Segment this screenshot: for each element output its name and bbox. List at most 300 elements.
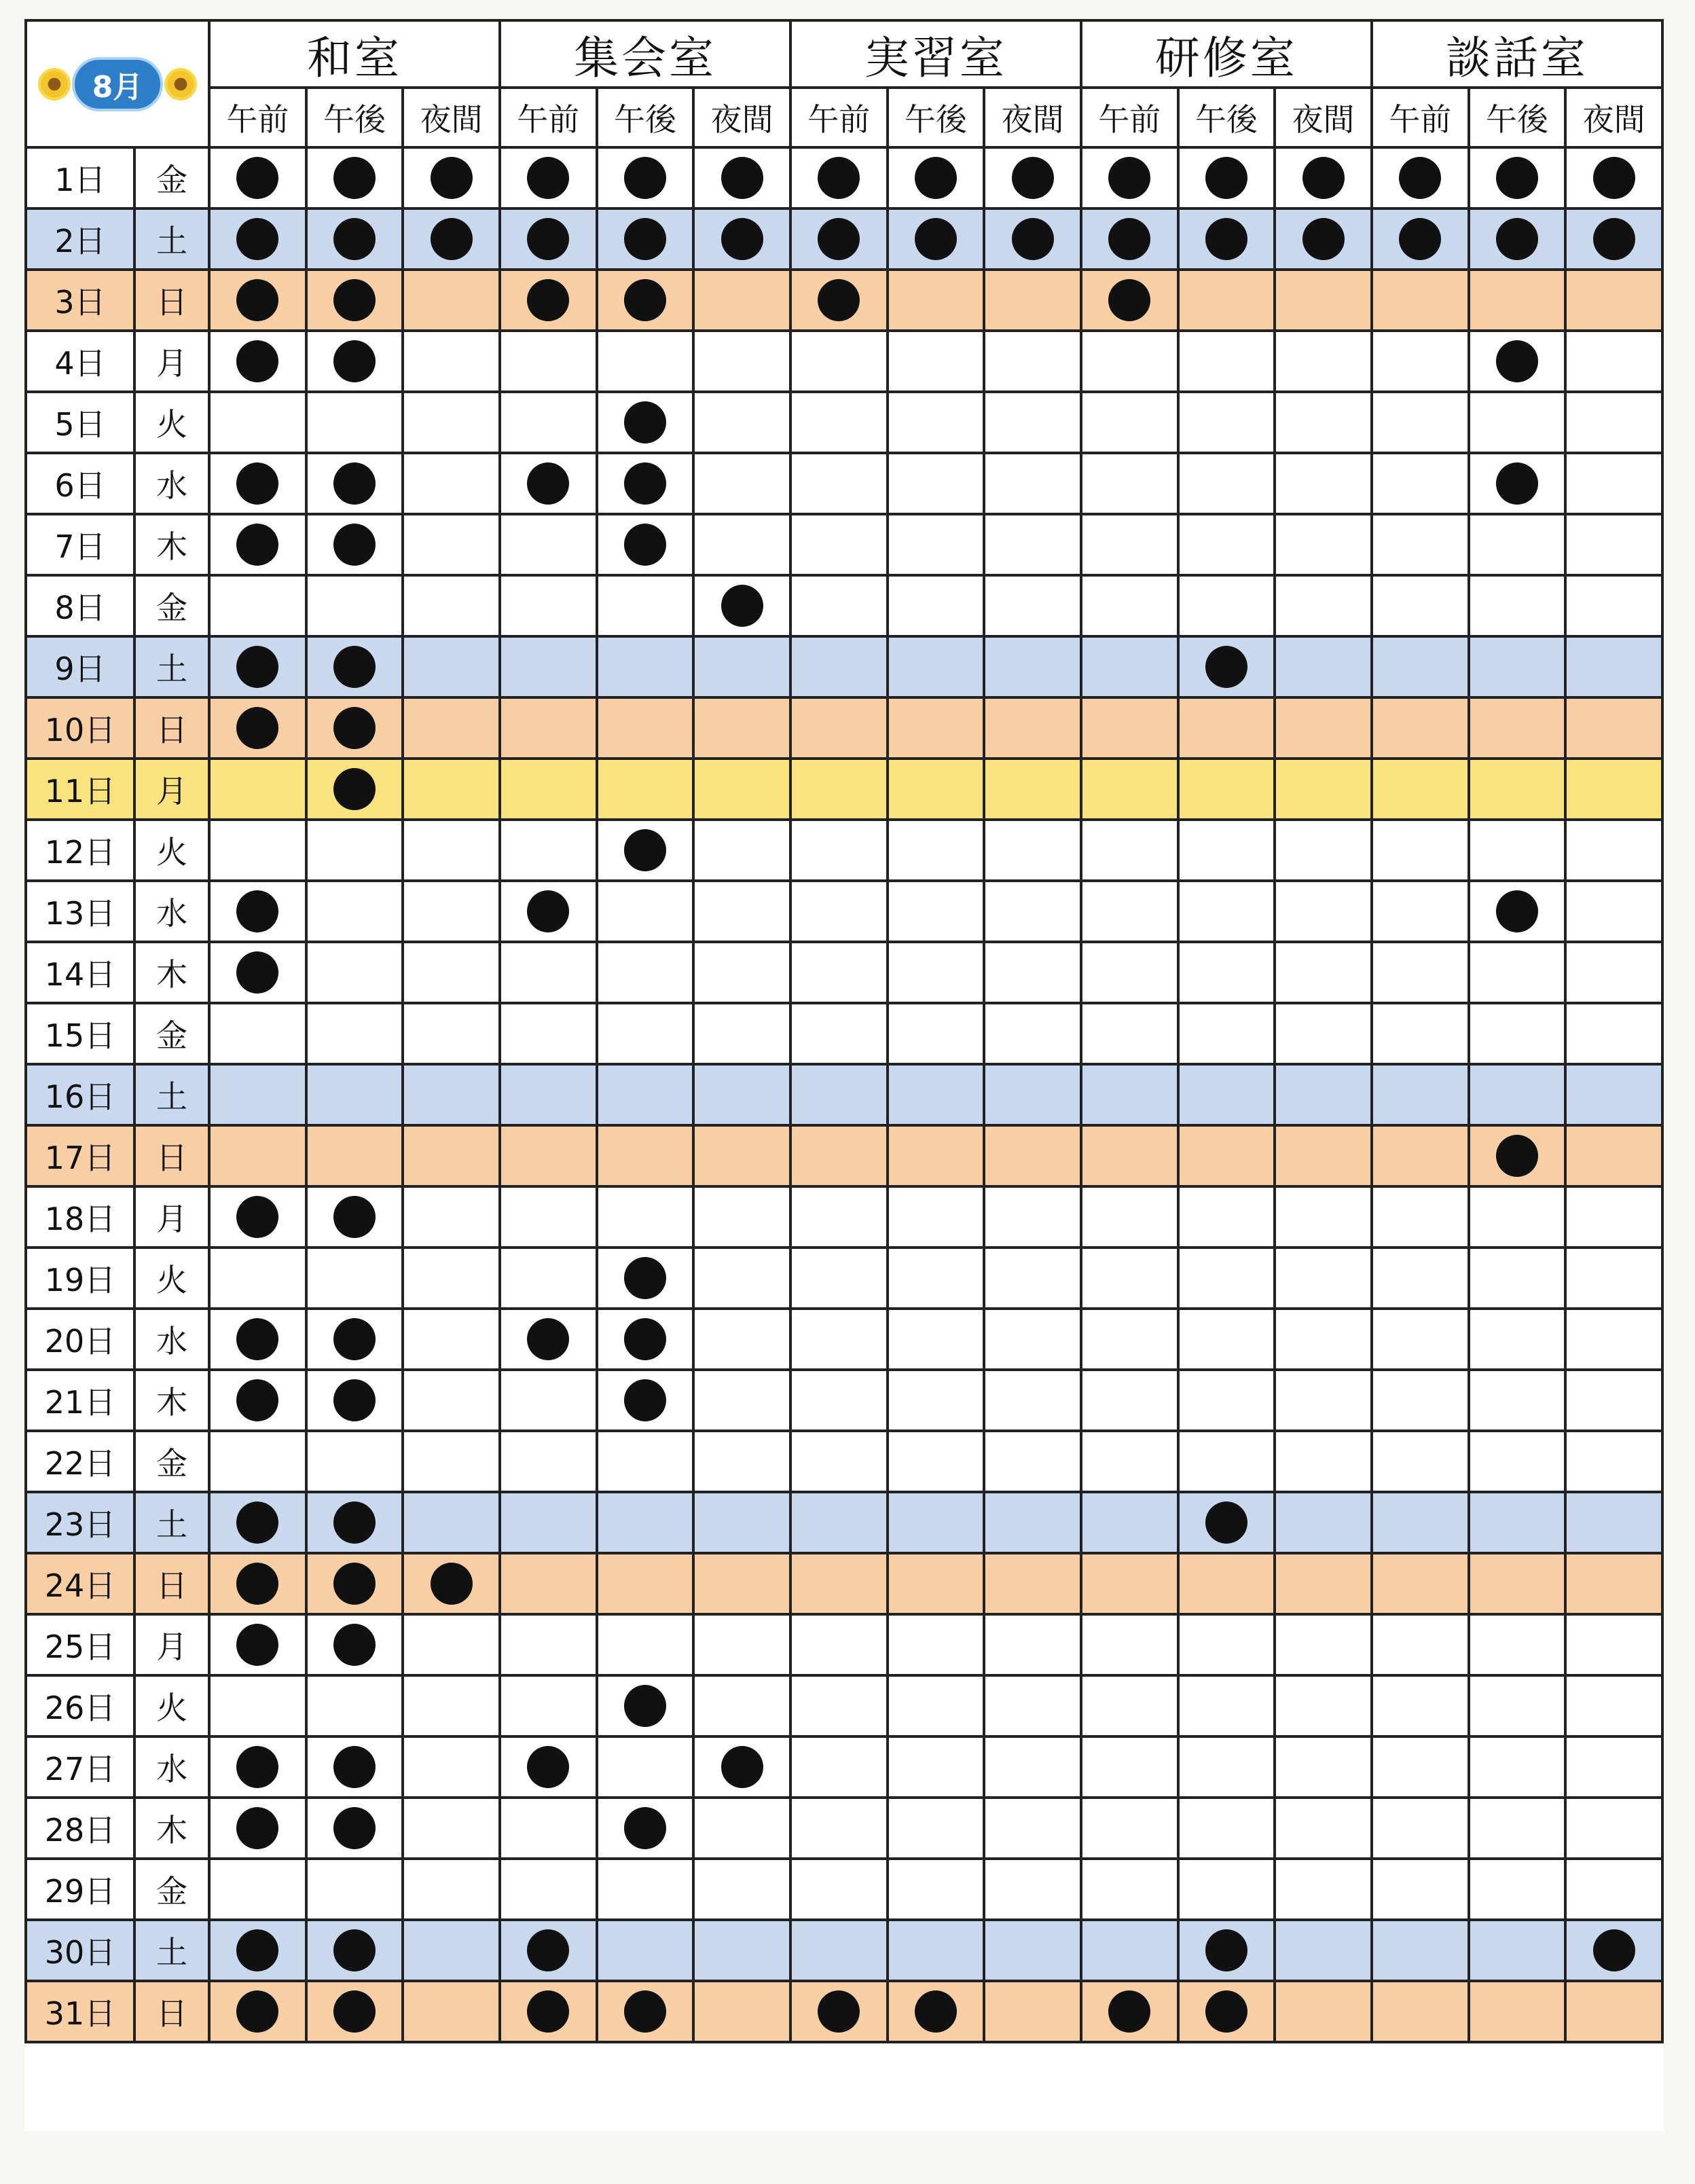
slot-cell: [209, 453, 306, 514]
slot-cell: [1565, 881, 1662, 942]
slot-cell: [1178, 1614, 1275, 1675]
slot-cell: [984, 759, 1081, 820]
slot-cell: [500, 881, 597, 942]
slot-cell: [693, 1064, 790, 1125]
slot-cell: [790, 1003, 888, 1064]
booked-dot-icon: [527, 1990, 569, 2033]
slot-cell: [597, 820, 694, 881]
slot-cell: [1275, 1614, 1372, 1675]
slot-cell: [1178, 514, 1275, 575]
slot-cell: [1275, 147, 1372, 208]
slot-header: 夜間: [1275, 88, 1372, 147]
slot-cell: [1469, 514, 1566, 575]
booked-dot-icon: [1205, 157, 1247, 199]
booked-dot-icon: [1399, 157, 1441, 199]
slot-cell: [1178, 331, 1275, 392]
slot-cell: [597, 331, 694, 392]
slot-cell: [693, 575, 790, 636]
slot-cell: [403, 1309, 500, 1370]
booked-dot-icon: [527, 1318, 569, 1360]
slot-cell: [1081, 1003, 1178, 1064]
day-of-week: 土: [134, 1920, 209, 1981]
booked-dot-icon: [333, 1196, 376, 1238]
slot-cell: [1372, 1370, 1469, 1431]
slot-cell: [888, 1553, 985, 1614]
slot-cell: [597, 1675, 694, 1736]
slot-cell: [306, 147, 403, 208]
booked-dot-icon: [333, 1990, 376, 2033]
day-of-week: 土: [134, 1064, 209, 1125]
slot-cell: [984, 453, 1081, 514]
booked-dot-icon: [333, 707, 376, 749]
booked-dot-icon: [1108, 157, 1150, 199]
slot-cell: [1178, 1736, 1275, 1798]
slot-cell: [1372, 759, 1469, 820]
slot-cell: [1469, 1553, 1566, 1614]
slot-cell: [1081, 1309, 1178, 1370]
slot-cell: [306, 1125, 403, 1186]
slot-cell: [1275, 331, 1372, 392]
slot-cell: [984, 1370, 1081, 1431]
slot-cell: [790, 820, 888, 881]
slot-cell: [1178, 1248, 1275, 1309]
day-of-week: 火: [134, 1675, 209, 1736]
slot-cell: [1081, 575, 1178, 636]
slot-cell: [306, 1736, 403, 1798]
slot-cell: [500, 1370, 597, 1431]
day-of-week: 日: [134, 1553, 209, 1614]
slot-cell: [500, 1492, 597, 1553]
slot-cell: [306, 1370, 403, 1431]
slot-cell: [306, 1003, 403, 1064]
slot-cell: [403, 1186, 500, 1248]
slot-cell: [306, 1186, 403, 1248]
booked-dot-icon: [818, 1990, 860, 2033]
slot-cell: [1372, 1492, 1469, 1553]
slot-header: 午前: [1372, 88, 1469, 147]
slot-cell: [1081, 636, 1178, 697]
slot-cell: [790, 942, 888, 1003]
booked-dot-icon: [1205, 646, 1247, 688]
booked-dot-icon: [333, 1807, 376, 1849]
slot-cell: [209, 1309, 306, 1370]
slot-cell: [888, 1675, 985, 1736]
slot-cell: [888, 208, 985, 270]
slot-cell: [1372, 1309, 1469, 1370]
slot-cell: [597, 881, 694, 942]
slot-cell: [790, 1064, 888, 1125]
day-date: 18日: [26, 1186, 134, 1248]
slot-cell: [1275, 881, 1372, 942]
slot-header: 午後: [597, 88, 694, 147]
day-row: [26, 575, 1662, 636]
slot-cell: [1275, 1309, 1372, 1370]
slot-cell: [1178, 942, 1275, 1003]
booked-dot-icon: [236, 340, 278, 382]
slot-cell: [597, 1920, 694, 1981]
day-date: 14日: [26, 942, 134, 1003]
slot-cell: [790, 1309, 888, 1370]
booked-dot-icon: [1496, 890, 1538, 932]
slot-cell: [1081, 1492, 1178, 1553]
slot-cell: [1469, 208, 1566, 270]
slot-header: 午後: [306, 88, 403, 147]
slot-cell: [500, 636, 597, 697]
slot-header: 夜間: [403, 88, 500, 147]
booked-dot-icon: [624, 462, 666, 505]
room-header: 研修室: [1081, 20, 1372, 88]
day-row: [26, 1248, 1662, 1309]
slot-cell: [1469, 1431, 1566, 1492]
slot-cell: [1081, 1125, 1178, 1186]
slot-cell: [790, 147, 888, 208]
slot-cell: [790, 1736, 888, 1798]
slot-cell: [403, 1981, 500, 2042]
slot-cell: [1565, 331, 1662, 392]
slot-cell: [1372, 942, 1469, 1003]
slot-cell: [403, 1675, 500, 1736]
slot-cell: [403, 820, 500, 881]
booked-dot-icon: [624, 829, 666, 871]
booked-dot-icon: [236, 1990, 278, 2033]
day-row: [26, 1553, 1662, 1614]
booked-dot-icon: [1108, 279, 1150, 321]
slot-cell: [1178, 208, 1275, 270]
slot-cell: [1469, 820, 1566, 881]
booked-dot-icon: [236, 951, 278, 994]
booked-dot-icon: [624, 157, 666, 199]
slot-cell: [693, 270, 790, 331]
slot-cell: [888, 1431, 985, 1492]
slot-cell: [693, 1186, 790, 1248]
slot-cell: [1178, 1798, 1275, 1859]
slot-cell: [1081, 514, 1178, 575]
slot-cell: [888, 1003, 985, 1064]
slot-cell: [1178, 759, 1275, 820]
booked-dot-icon: [236, 646, 278, 688]
booked-dot-icon: [333, 1746, 376, 1788]
slot-cell: [597, 1248, 694, 1309]
booked-dot-icon: [624, 218, 666, 260]
slot-cell: [693, 1736, 790, 1798]
slot-cell: [209, 1186, 306, 1248]
day-of-week: 火: [134, 392, 209, 453]
slot-cell: [209, 1431, 306, 1492]
slot-cell: [500, 1798, 597, 1859]
slot-cell: [403, 453, 500, 514]
slot-cell: [306, 331, 403, 392]
slot-cell: [888, 636, 985, 697]
slot-cell: [209, 1614, 306, 1675]
slot-cell: [1372, 1675, 1469, 1736]
slot-cell: [984, 1553, 1081, 1614]
slot-cell: [984, 1920, 1081, 1981]
slot-cell: [1469, 942, 1566, 1003]
slot-cell: [984, 1798, 1081, 1859]
slot-cell: [693, 392, 790, 453]
booked-dot-icon: [1205, 1990, 1247, 2033]
day-row: [26, 1798, 1662, 1859]
slot-cell: [1469, 1920, 1566, 1981]
day-row: [26, 1981, 1662, 2042]
slot-cell: [1178, 1370, 1275, 1431]
day-date: 11日: [26, 759, 134, 820]
slot-cell: [1275, 1859, 1372, 1920]
slot-cell: [209, 1798, 306, 1859]
slot-cell: [693, 1981, 790, 2042]
slot-cell: [500, 820, 597, 881]
slot-cell: [888, 1248, 985, 1309]
slot-cell: [984, 881, 1081, 942]
slot-header: 午後: [1178, 88, 1275, 147]
slot-cell: [693, 1309, 790, 1370]
slot-cell: [500, 1614, 597, 1675]
slot-cell: [984, 697, 1081, 759]
day-of-week: 土: [134, 208, 209, 270]
slot-cell: [693, 1370, 790, 1431]
slot-cell: [209, 1920, 306, 1981]
slot-cell: [597, 147, 694, 208]
slot-cell: [984, 1309, 1081, 1370]
slot-cell: [1565, 1003, 1662, 1064]
slot-cell: [209, 1675, 306, 1736]
slot-cell: [790, 1125, 888, 1186]
slot-cell: [1565, 820, 1662, 881]
slot-cell: [209, 942, 306, 1003]
room-header: 実習室: [790, 20, 1081, 88]
day-date: 8日: [26, 575, 134, 636]
booked-dot-icon: [333, 340, 376, 382]
slot-cell: [1469, 1614, 1566, 1675]
day-date: 13日: [26, 881, 134, 942]
day-of-week: 月: [134, 1186, 209, 1248]
slot-cell: [597, 1492, 694, 1553]
booked-dot-icon: [1012, 218, 1054, 260]
slot-cell: [597, 1431, 694, 1492]
booked-dot-icon: [1108, 218, 1150, 260]
slot-cell: [1372, 1003, 1469, 1064]
slot-cell: [403, 1920, 500, 1981]
slot-cell: [1565, 514, 1662, 575]
day-of-week: 火: [134, 820, 209, 881]
slot-cell: [306, 208, 403, 270]
slot-cell: [209, 1736, 306, 1798]
slot-cell: [693, 1553, 790, 1614]
slot-cell: [1178, 453, 1275, 514]
booked-dot-icon: [527, 157, 569, 199]
slot-cell: [1178, 1675, 1275, 1736]
slot-cell: [306, 820, 403, 881]
slot-cell: [888, 881, 985, 942]
slot-cell: [306, 1553, 403, 1614]
slot-cell: [1565, 1370, 1662, 1431]
slot-cell: [790, 331, 888, 392]
slot-cell: [693, 1614, 790, 1675]
slot-cell: [403, 1553, 500, 1614]
slot-cell: [1275, 270, 1372, 331]
slot-cell: [209, 1553, 306, 1614]
slot-cell: [1275, 1920, 1372, 1981]
slot-cell: [209, 1125, 306, 1186]
booked-dot-icon: [1593, 1929, 1635, 1971]
day-of-week: 木: [134, 514, 209, 575]
sunflower-icon: [41, 71, 68, 98]
slot-cell: [597, 759, 694, 820]
slot-cell: [209, 1492, 306, 1553]
slot-header: 午後: [1469, 88, 1566, 147]
slot-cell: [306, 1064, 403, 1125]
slot-cell: [306, 1492, 403, 1553]
slot-cell: [403, 759, 500, 820]
booked-dot-icon: [333, 1379, 376, 1421]
slot-cell: [984, 392, 1081, 453]
booked-dot-icon: [333, 1624, 376, 1666]
slot-cell: [1275, 1248, 1372, 1309]
slot-cell: [693, 514, 790, 575]
day-of-week: 日: [134, 697, 209, 759]
slot-cell: [888, 1614, 985, 1675]
slot-cell: [984, 1859, 1081, 1920]
slot-cell: [1081, 392, 1178, 453]
slot-cell: [1469, 270, 1566, 331]
slot-cell: [1565, 1736, 1662, 1798]
booked-dot-icon: [624, 1990, 666, 2033]
slot-cell: [500, 392, 597, 453]
slot-cell: [693, 1248, 790, 1309]
slot-cell: [209, 270, 306, 331]
slot-cell: [597, 1064, 694, 1125]
slot-cell: [1469, 1186, 1566, 1248]
slot-cell: [500, 1186, 597, 1248]
slot-cell: [597, 1614, 694, 1675]
slot-cell: [790, 575, 888, 636]
slot-cell: [209, 1064, 306, 1125]
slot-cell: [984, 1492, 1081, 1553]
booked-dot-icon: [915, 157, 957, 199]
day-row: [26, 270, 1662, 331]
slot-cell: [790, 636, 888, 697]
slot-cell: [1081, 1248, 1178, 1309]
booked-dot-icon: [1205, 1929, 1247, 1971]
day-date: 20日: [26, 1309, 134, 1370]
slot-cell: [1565, 1553, 1662, 1614]
slot-cell: [888, 1370, 985, 1431]
slot-header: 午前: [209, 88, 306, 147]
slot-cell: [1372, 270, 1469, 331]
day-of-week: 金: [134, 575, 209, 636]
slot-cell: [1469, 1370, 1566, 1431]
day-date: 28日: [26, 1798, 134, 1859]
slot-cell: [306, 575, 403, 636]
slot-cell: [209, 1370, 306, 1431]
slot-cell: [1469, 1736, 1566, 1798]
day-of-week: 月: [134, 331, 209, 392]
slot-cell: [1469, 1798, 1566, 1859]
slot-cell: [1372, 1920, 1469, 1981]
slot-header: 夜間: [984, 88, 1081, 147]
slot-cell: [306, 1309, 403, 1370]
slot-cell: [1081, 697, 1178, 759]
slot-cell: [403, 514, 500, 575]
booked-dot-icon: [624, 1379, 666, 1421]
slot-cell: [1565, 1981, 1662, 2042]
slot-cell: [1275, 453, 1372, 514]
slot-cell: [500, 1003, 597, 1064]
slot-cell: [209, 147, 306, 208]
slot-cell: [306, 270, 403, 331]
slot-cell: [1565, 942, 1662, 1003]
slot-cell: [306, 759, 403, 820]
slot-cell: [403, 1064, 500, 1125]
booked-dot-icon: [236, 1318, 278, 1360]
slot-cell: [693, 942, 790, 1003]
booked-dot-icon: [333, 279, 376, 321]
slot-cell: [500, 1736, 597, 1798]
day-date: 29日: [26, 1859, 134, 1920]
slot-cell: [984, 1614, 1081, 1675]
slot-cell: [1275, 1003, 1372, 1064]
slot-cell: [888, 942, 985, 1003]
slot-cell: [1178, 1981, 1275, 2042]
slot-header: 夜間: [1565, 88, 1662, 147]
slot-cell: [209, 759, 306, 820]
day-of-week: 木: [134, 1798, 209, 1859]
slot-cell: [1469, 1675, 1566, 1736]
slot-cell: [693, 208, 790, 270]
slot-cell: [209, 514, 306, 575]
slot-cell: [1372, 1125, 1469, 1186]
slot-cell: [597, 1859, 694, 1920]
slot-cell: [888, 453, 985, 514]
slot-cell: [500, 1431, 597, 1492]
slot-header: 午前: [790, 88, 888, 147]
slot-cell: [500, 453, 597, 514]
slot-cell: [1469, 147, 1566, 208]
day-date: 22日: [26, 1431, 134, 1492]
slot-cell: [597, 1736, 694, 1798]
day-date: 25日: [26, 1614, 134, 1675]
slot-cell: [1081, 759, 1178, 820]
slot-cell: [209, 1859, 306, 1920]
slot-cell: [888, 1981, 985, 2042]
slot-cell: [1178, 1431, 1275, 1492]
booked-dot-icon: [236, 279, 278, 321]
slot-cell: [790, 759, 888, 820]
slot-cell: [1081, 1431, 1178, 1492]
slot-cell: [1469, 759, 1566, 820]
booked-dot-icon: [333, 218, 376, 260]
slot-cell: [597, 575, 694, 636]
slot-cell: [209, 331, 306, 392]
slot-cell: [500, 1675, 597, 1736]
slot-cell: [984, 1248, 1081, 1309]
slot-cell: [790, 697, 888, 759]
day-row: [26, 453, 1662, 514]
slot-cell: [1178, 820, 1275, 881]
slot-cell: [1372, 392, 1469, 453]
slot-cell: [888, 575, 985, 636]
slot-cell: [597, 1981, 694, 2042]
day-row: [26, 1614, 1662, 1675]
slot-cell: [1565, 453, 1662, 514]
booked-dot-icon: [624, 401, 666, 443]
slot-cell: [984, 1431, 1081, 1492]
slot-cell: [1565, 1125, 1662, 1186]
slot-cell: [1469, 1003, 1566, 1064]
booked-dot-icon: [236, 890, 278, 932]
day-row: [26, 1125, 1662, 1186]
booked-dot-icon: [624, 524, 666, 566]
